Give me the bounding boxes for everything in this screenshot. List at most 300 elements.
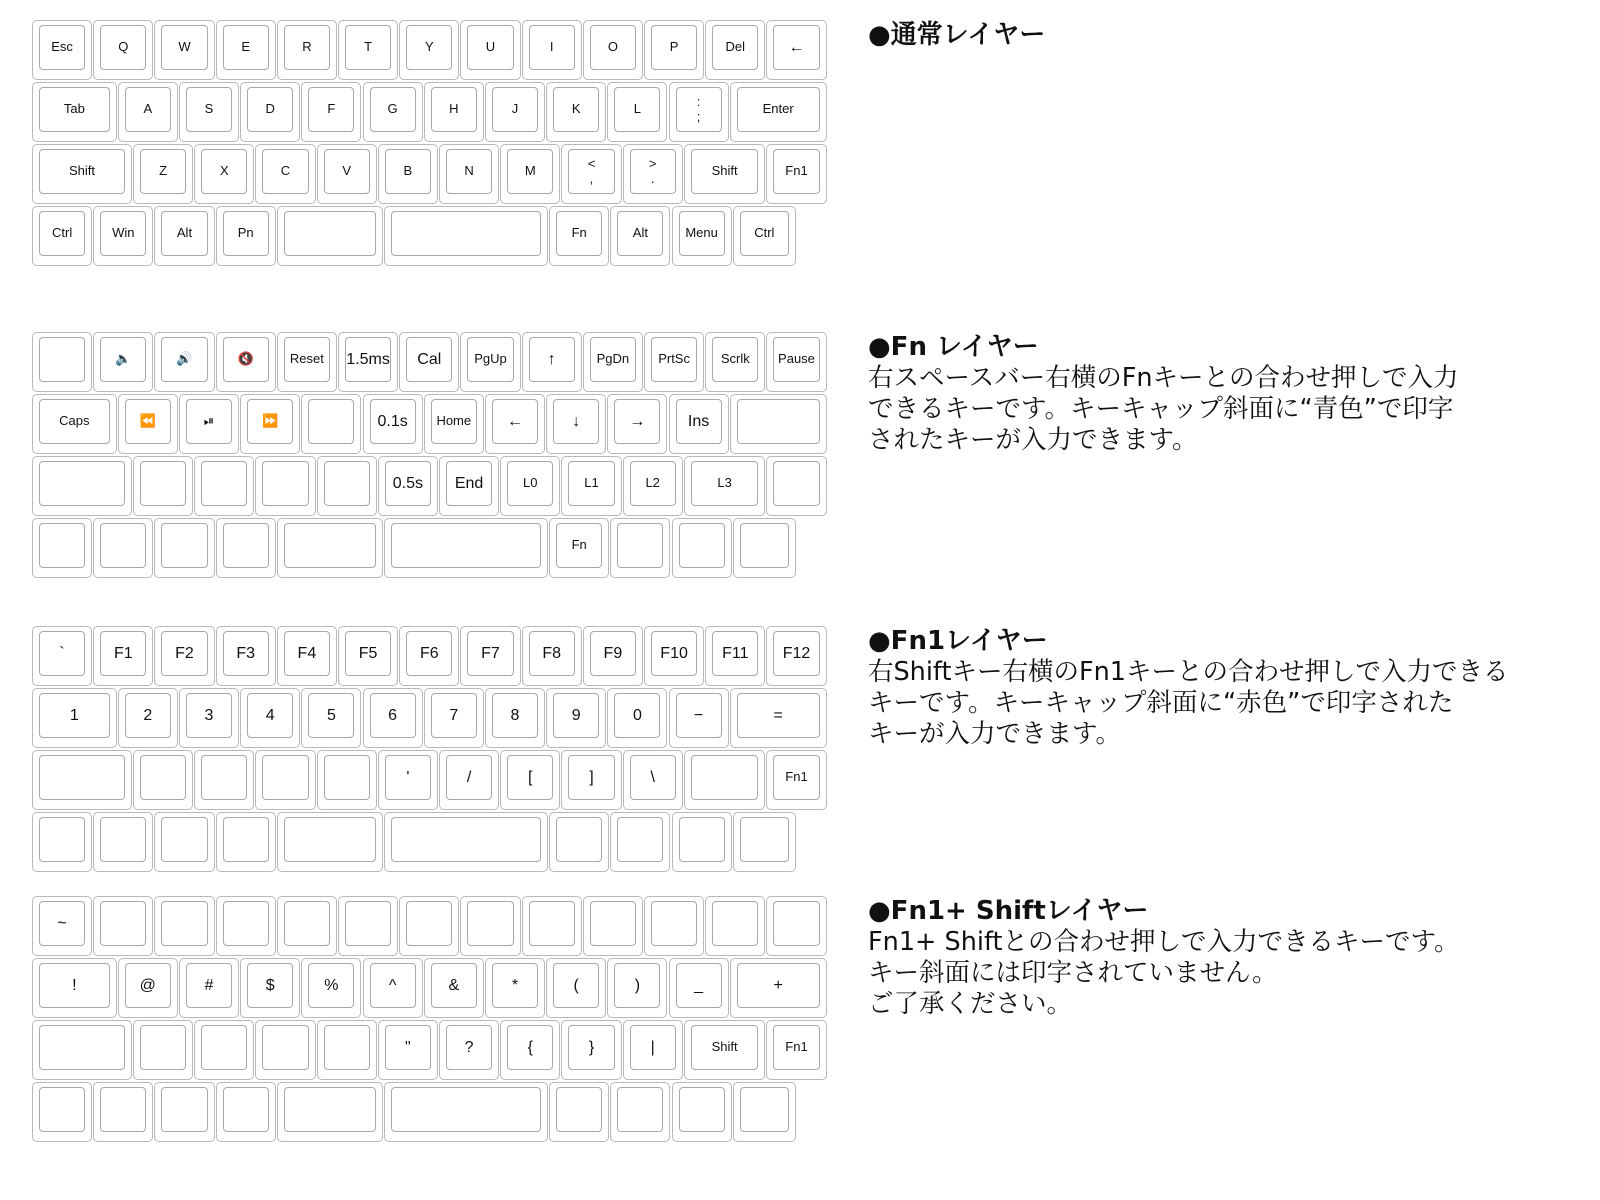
keycap-label: > .	[630, 149, 676, 194]
keycap-label	[284, 211, 376, 256]
keycap	[705, 896, 765, 956]
keycap-label	[740, 1087, 789, 1132]
keycap	[277, 1082, 383, 1142]
keycap	[623, 456, 683, 516]
keycap	[485, 958, 545, 1018]
keycap-label: L2	[630, 461, 676, 506]
keycap-label: P	[651, 25, 697, 70]
keycap-label: F8	[529, 631, 575, 676]
keycap-label: Pause	[773, 337, 819, 382]
keycap-label: !	[39, 963, 110, 1008]
keycap-label: Cal	[406, 337, 452, 382]
keycap-label: 4	[247, 693, 293, 738]
keycap	[623, 750, 683, 810]
keycap-label: +	[737, 963, 820, 1008]
keycap	[485, 394, 545, 454]
keycap-label	[100, 1087, 146, 1132]
keycap-label	[100, 817, 146, 862]
keycap	[424, 82, 484, 142]
keycap	[93, 206, 153, 266]
keycap-label: Fn1	[773, 755, 819, 800]
keycap-label: ←	[773, 25, 819, 70]
keycap-label: 8	[492, 693, 538, 738]
keycap-label: S	[186, 87, 232, 132]
keycap-label	[740, 817, 789, 862]
keycap-label: /	[446, 755, 492, 800]
keycap-label	[223, 817, 269, 862]
layer-description-text: Fn1+ Shiftとの合わせ押しで入力できるキーです。 キー斜面には印字されていません。 ご了承ください。	[868, 927, 1460, 1020]
keycap	[277, 206, 383, 266]
keycap-label: Y	[406, 25, 452, 70]
keycap-label	[262, 461, 308, 506]
keycap-label: ]	[568, 755, 614, 800]
keycap-label: PgDn	[590, 337, 636, 382]
keycap	[730, 394, 827, 454]
keycap	[522, 896, 582, 956]
keycap	[194, 456, 254, 516]
keycap-label: D	[247, 87, 293, 132]
keycap-label	[679, 523, 725, 568]
keycap-label: T	[345, 25, 391, 70]
keycap	[363, 958, 423, 1018]
keycap-label	[223, 523, 269, 568]
keycap	[561, 750, 621, 810]
keycap-label: \	[630, 755, 676, 800]
keycap	[301, 688, 361, 748]
keycap-label: F11	[712, 631, 758, 676]
keycap-label: Fn1	[773, 1025, 819, 1070]
keycap-label	[556, 817, 602, 862]
keycap	[669, 958, 729, 1018]
keycap	[399, 20, 459, 80]
keycap	[610, 812, 670, 872]
keycap-label: [	[507, 755, 553, 800]
keycap	[179, 958, 239, 1018]
keycap-label: (	[553, 963, 599, 1008]
keycap	[766, 626, 826, 686]
keycap-label: $	[247, 963, 293, 1008]
keycap-label: 1.5ms	[345, 337, 391, 382]
keycap	[133, 144, 193, 204]
keycap	[460, 626, 520, 686]
keycap-label: Shift	[691, 149, 759, 194]
keycap-label	[201, 755, 247, 800]
keycap-label: H	[431, 87, 477, 132]
keycap-label: : ;	[676, 87, 722, 132]
keycap-label	[324, 461, 370, 506]
keycap	[93, 20, 153, 80]
keycap-label: *	[492, 963, 538, 1008]
keycap	[216, 1082, 276, 1142]
keycap-label: J	[492, 87, 538, 132]
keycap	[705, 332, 765, 392]
keycap	[277, 20, 337, 80]
keycap	[32, 812, 92, 872]
keycap-label: F12	[773, 631, 819, 676]
layer-heading: ●通常レイヤー	[868, 20, 1046, 50]
keycap	[240, 82, 300, 142]
keycap	[32, 958, 117, 1018]
keycap-label: B	[385, 149, 431, 194]
keycap	[216, 896, 276, 956]
keycap-label: ?	[446, 1025, 492, 1070]
keycap	[733, 1082, 796, 1142]
keycap	[118, 82, 178, 142]
keycap-label: F10	[651, 631, 697, 676]
keycap	[730, 958, 827, 1018]
keycap	[32, 896, 92, 956]
keycap	[439, 456, 499, 516]
keycap	[240, 394, 300, 454]
keycap	[439, 1020, 499, 1080]
keycap-label	[262, 755, 308, 800]
keycap	[766, 456, 826, 516]
keycap-label	[161, 901, 207, 946]
keycap-label: 9	[553, 693, 599, 738]
keycap	[500, 456, 560, 516]
keycap-label: Alt	[617, 211, 663, 256]
keycap-label: G	[370, 87, 416, 132]
keycap-label: Shift	[39, 149, 125, 194]
keyboard-diagram	[0, 20, 860, 280]
keycap	[32, 456, 132, 516]
keycap	[522, 332, 582, 392]
keycap	[399, 332, 459, 392]
keycap	[133, 456, 193, 516]
keycap	[522, 20, 582, 80]
keycap	[384, 206, 548, 266]
keycap-label: ⏪	[125, 399, 171, 444]
keycap-label: ⏩	[247, 399, 293, 444]
keycap-label: E	[223, 25, 269, 70]
keycap-label: 6	[370, 693, 416, 738]
keycap-label: N	[446, 149, 492, 194]
keycap-label: M	[507, 149, 553, 194]
keycap	[766, 144, 826, 204]
layer-description	[868, 896, 1593, 1021]
keyboard-layer-2	[0, 332, 1600, 592]
keycap	[32, 626, 92, 686]
keycap	[705, 626, 765, 686]
keycap	[216, 20, 276, 80]
keycap-label: |	[630, 1025, 676, 1070]
keycap	[118, 958, 178, 1018]
keycap	[485, 82, 545, 142]
keycap-label	[391, 523, 541, 568]
keycap	[363, 82, 423, 142]
keycap-label: )	[614, 963, 660, 1008]
keycap	[583, 626, 643, 686]
keycap	[607, 688, 667, 748]
keycap	[32, 688, 117, 748]
keycap-label: %	[308, 963, 354, 1008]
keycap	[118, 688, 178, 748]
keyboard-diagram	[0, 626, 860, 886]
keycap-label: _	[676, 963, 722, 1008]
keycap-label: L	[614, 87, 660, 132]
keycap-label: 0	[614, 693, 660, 738]
keycap	[317, 144, 377, 204]
keycap	[194, 144, 254, 204]
keycap-label	[712, 901, 758, 946]
keycap	[766, 20, 826, 80]
keycap-label: 1	[39, 693, 110, 738]
keycap	[179, 688, 239, 748]
keycap-label: Del	[712, 25, 758, 70]
keycap	[216, 518, 276, 578]
keycap-label: Ctrl	[39, 211, 85, 256]
keycap	[439, 750, 499, 810]
keycap	[216, 332, 276, 392]
keycap-label: L0	[507, 461, 553, 506]
keycap-label	[617, 817, 663, 862]
keycap	[583, 896, 643, 956]
keycap-label	[617, 1087, 663, 1132]
keycap-label	[262, 1025, 308, 1070]
keycap	[32, 332, 92, 392]
keycap	[623, 1020, 683, 1080]
keycap	[93, 332, 153, 392]
keycap	[179, 82, 239, 142]
keycap	[93, 518, 153, 578]
keycap-label	[691, 755, 759, 800]
keycap	[216, 626, 276, 686]
keycap	[766, 332, 826, 392]
keycap	[194, 750, 254, 810]
keycap-label: Z	[140, 149, 186, 194]
keycap-label: Ctrl	[740, 211, 789, 256]
keycap-label	[223, 1087, 269, 1132]
keycap	[118, 394, 178, 454]
keycap	[644, 896, 704, 956]
layer-heading: ●Fn1+ Shiftレイヤー	[868, 896, 1149, 926]
keycap	[384, 518, 548, 578]
keycap-label	[679, 1087, 725, 1132]
keycap	[399, 626, 459, 686]
keycap	[154, 626, 214, 686]
keyboard-layer-1	[0, 20, 1600, 280]
keycap	[684, 456, 766, 516]
keycap	[378, 456, 438, 516]
keycap-label: 🔇	[223, 337, 269, 382]
keycap-label: F6	[406, 631, 452, 676]
keycap	[607, 394, 667, 454]
keycap-label: F2	[161, 631, 207, 676]
keycap-label	[284, 901, 330, 946]
keycap-label: Fn	[556, 523, 602, 568]
keycap	[277, 332, 337, 392]
keycap	[154, 896, 214, 956]
keycap	[317, 1020, 377, 1080]
keycap-label: Caps	[39, 399, 110, 444]
keycap-label: PrtSc	[651, 337, 697, 382]
keycap	[705, 20, 765, 80]
layer-description-text: 右スペースバー右横のFnキーとの合わせ押しで入力 できるキーです。キーキャップ斜面に“青色”で印字 されたキーが入力できます。	[868, 363, 1459, 456]
keycap-label	[324, 755, 370, 800]
keycap-label: Shift	[691, 1025, 759, 1070]
keycap-label	[39, 755, 125, 800]
keycap	[32, 750, 132, 810]
layer-description	[868, 20, 1593, 51]
keycap	[154, 332, 214, 392]
keycap	[384, 1082, 548, 1142]
keycap-label	[737, 399, 820, 444]
keycap-label	[100, 901, 146, 946]
keycap-label: L1	[568, 461, 614, 506]
keycap	[684, 144, 766, 204]
keycap-label	[284, 523, 376, 568]
keycap-label: F3	[223, 631, 269, 676]
keycap-label	[345, 901, 391, 946]
keycap	[277, 626, 337, 686]
keycap	[317, 750, 377, 810]
keycap-label: Q	[100, 25, 146, 70]
keycap	[301, 82, 361, 142]
keycap	[460, 20, 520, 80]
keycap	[194, 1020, 254, 1080]
keycap	[561, 144, 621, 204]
keycap	[32, 82, 117, 142]
keycap-label: F	[308, 87, 354, 132]
keycap	[733, 206, 796, 266]
keycap-label	[140, 1025, 186, 1070]
keycap	[317, 456, 377, 516]
keycap-label	[773, 901, 819, 946]
keycap	[384, 812, 548, 872]
keycap	[301, 394, 361, 454]
keycap-label: 🔈	[100, 337, 146, 382]
keycap	[378, 1020, 438, 1080]
keycap	[216, 812, 276, 872]
keycap-label: #	[186, 963, 232, 1008]
keycap	[623, 144, 683, 204]
keycap-label	[391, 817, 541, 862]
keycap	[583, 20, 643, 80]
keycap	[684, 750, 766, 810]
keycap-label: 5	[308, 693, 354, 738]
keycap	[93, 626, 153, 686]
keycap-label: A	[125, 87, 171, 132]
keycap-label: Fn	[556, 211, 602, 256]
keycap-label: Enter	[737, 87, 820, 132]
keycap	[255, 1020, 315, 1080]
keycap-label: F5	[345, 631, 391, 676]
keycap	[240, 688, 300, 748]
layer-heading: ●Fn レイヤー	[868, 332, 1039, 362]
keycap	[730, 82, 827, 142]
keycap	[399, 896, 459, 956]
keycap-label	[391, 1087, 541, 1132]
keycap-label	[161, 523, 207, 568]
keycap-label: @	[125, 963, 171, 1008]
keycap-label: Alt	[161, 211, 207, 256]
keycap-label: ⏯	[186, 399, 232, 444]
keycap	[255, 750, 315, 810]
keycap	[669, 688, 729, 748]
keycap-label: 🔊	[161, 337, 207, 382]
keycap-label	[773, 461, 819, 506]
keycap-label	[39, 817, 85, 862]
keycap	[607, 82, 667, 142]
keycap-label: 0.5s	[385, 461, 431, 506]
keycap-label: I	[529, 25, 575, 70]
keycap	[644, 20, 704, 80]
keycap-label: End	[446, 461, 492, 506]
keycap	[684, 1020, 766, 1080]
keycap	[766, 896, 826, 956]
keycap-label: `	[39, 631, 85, 676]
keycap-label	[467, 901, 513, 946]
keycap	[500, 750, 560, 810]
keyboard-layer-4	[0, 896, 1600, 1156]
keycap-label: V	[324, 149, 370, 194]
keycap	[93, 812, 153, 872]
keycap	[216, 206, 276, 266]
keycap-label: F9	[590, 631, 636, 676]
keycap-label: Tab	[39, 87, 110, 132]
keycap-label	[39, 523, 85, 568]
keycap	[32, 518, 92, 578]
keycap	[546, 958, 606, 1018]
keycap-label: PgUp	[467, 337, 513, 382]
keycap	[485, 688, 545, 748]
keycap	[500, 144, 560, 204]
keycap-label	[161, 1087, 207, 1132]
keycap	[672, 518, 732, 578]
keycap-label: X	[201, 149, 247, 194]
keycap-label: Ins	[676, 399, 722, 444]
keycap-label: ←	[492, 399, 538, 444]
layer-description	[868, 626, 1593, 751]
keycap	[733, 812, 796, 872]
keycap-label	[740, 523, 789, 568]
keycap	[546, 394, 606, 454]
keycap-label: F1	[100, 631, 146, 676]
keycap	[561, 1020, 621, 1080]
keycap-label: 2	[125, 693, 171, 738]
keycap-label: Scrlk	[712, 337, 758, 382]
keycap-label: 0.1s	[370, 399, 416, 444]
keyboard-diagram	[0, 332, 860, 592]
keycap-label: L3	[691, 461, 759, 506]
keycap	[766, 1020, 826, 1080]
keycap-label: 3	[186, 693, 232, 738]
keycap	[179, 394, 239, 454]
keycap	[338, 896, 398, 956]
keycap	[301, 958, 361, 1018]
keycap-label: ~	[39, 901, 85, 946]
keycap	[546, 688, 606, 748]
keycap-label	[284, 1087, 376, 1132]
keycap-label: ↓	[553, 399, 599, 444]
keycap-label: &	[431, 963, 477, 1008]
keycap	[439, 144, 499, 204]
keycap	[549, 812, 609, 872]
keycap-label: Pn	[223, 211, 269, 256]
keycap	[378, 144, 438, 204]
keycap-label: }	[568, 1025, 614, 1070]
keyboard-layer-3	[0, 626, 1600, 886]
keycap-label: Home	[431, 399, 477, 444]
keycap	[255, 456, 315, 516]
keycap-label	[100, 523, 146, 568]
keycap	[32, 394, 117, 454]
keycap	[644, 332, 704, 392]
keycap	[460, 896, 520, 956]
keycap	[363, 688, 423, 748]
keycap-label	[556, 1087, 602, 1132]
keycap-label	[140, 461, 186, 506]
